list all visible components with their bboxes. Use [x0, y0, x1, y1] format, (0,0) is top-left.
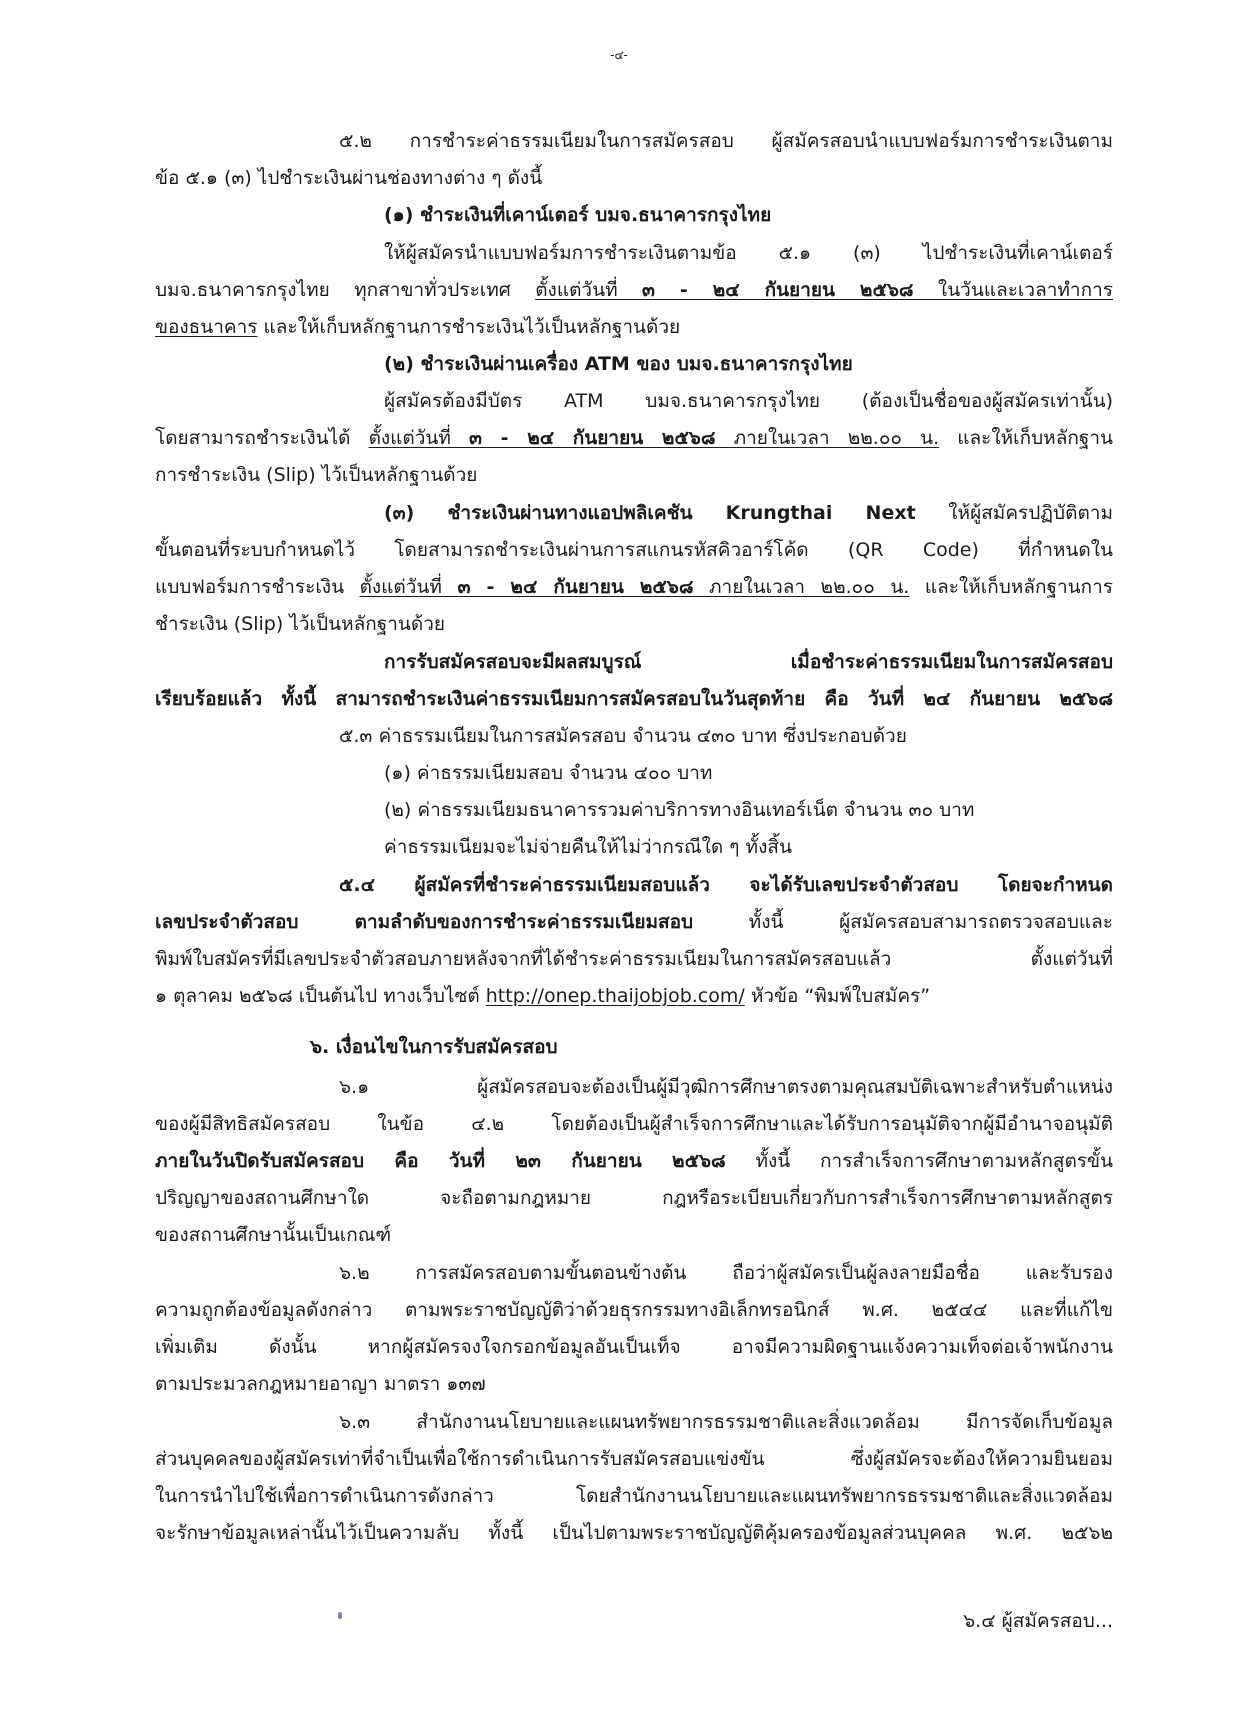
paragraph-5-2-line-1: ๕.๒ การชำระค่าธรรมเนียมในการสมัครสอบ ผู้สมัครสอบนำแบบฟอร์มการชำระเงินตาม — [339, 130, 1113, 152]
payment-option-2-line-1: ผู้สมัครต้องมีบัตร ATM บมจ.ธนาคารกรุงไทย (ต้องเป็นชื่อของผู้สมัครเท่านั้น) — [384, 390, 1113, 412]
paragraph-6-3-line-1: ๖.๓ สำนักงานนโยบายและแผนทรัพยากรธรรมชาติและสิ่งแวดล้อม มีการจัดเก็บข้อมูล — [339, 1411, 1113, 1433]
payment-option-2-line-2: โดยสามารถชำระเงินได้ ตั้งแต่วันที่ ๓ - ๒๔ กันยายน ๒๕๖๘ ภายในเวลา ๒๒.๐๐ น. และให้เก็บหลักฐาน — [155, 427, 1113, 449]
payment-option-3-line-1: (๓) ชำระเงินผ่านทางแอปพลิเคชัน Krungthai Next ให้ผู้สมัครปฏิบัติตาม — [384, 502, 1113, 524]
payment-option-3-line-2: ขั้นตอนที่ระบบกำหนดไว้ โดยสามารถชำระเงินผ่านการสแกนรหัสคิวอาร์โค้ด (QR Code) ที่กำหนดใน — [155, 539, 1113, 561]
payment-option-2-heading: (๒) ชำระเงินผ่านเครื่อง ATM ของ บมจ.ธนาคารกรุงไทย — [384, 353, 853, 375]
paragraph-6-2-line-4: ตามประมวลกฎหมายอาญา มาตรา ๑๓๗ — [155, 1373, 486, 1395]
continuation-marker: ๖.๔ ผู้สมัครสอบ... — [963, 1610, 1113, 1632]
paragraph-6-1-line-2: ของผู้มีสิทธิสมัครสอบ ในข้อ ๔.๒ โดยต้องเป็นผู้สำเร็จการศึกษาและได้รับการอนุมัติจากผู้มีอำนาจอนุมัติ — [155, 1113, 1113, 1135]
fee-non-refundable-note: ค่าธรรมเนียมจะไม่จ่ายคืนให้ไม่ว่ากรณีใด ๆ ทั้งสิ้น — [384, 836, 792, 858]
payment-option-1-line-1: ให้ผู้สมัครนำแบบฟอร์มการชำระเงินตามข้อ ๕.๑ (๓) ไปชำระเงินที่เคาน์เตอร์ — [384, 242, 1113, 264]
paragraph-5-4-line-3: พิมพ์ใบสมัครที่มีเลขประจำตัวสอบภายหลังจากที่ได้ชำระค่าธรรมเนียมในการสมัครสอบแล้ว ตั้งแต่วันที่ — [155, 948, 1113, 970]
payment-option-2-line-3: การชำระเงิน (Slip) ไว้เป็นหลักฐานด้วย — [155, 464, 478, 486]
paragraph-6-1-line-3: ภายในวันปิดรับสมัครสอบ คือ วันที่ ๒๓ กันยายน ๒๕๖๘ ทั้งนี้ การสำเร็จการศึกษาตามหลักสูตรขั้น — [155, 1150, 1113, 1172]
paragraph-6-1-line-5: ของสถานศึกษานั้นเป็นเกณฑ์ — [155, 1224, 392, 1246]
payment-option-1-line-2: บมจ.ธนาคารกรุงไทย ทุกสาขาทั่วประเทศ ตั้งแต่วันที่ ๓ - ๒๔ กันยายน ๒๕๖๘ ในวันและเวลาทำการ — [155, 279, 1113, 301]
paragraph-6-2-line-3: เพิ่มเติม ดังนั้น หากผู้สมัครจงใจกรอกข้อมูลอันเป็นเท็จ อาจมีความผิดฐานแจ้งความเท็จต่อเจ้าพนักงาน — [155, 1336, 1113, 1358]
payment-option-3-line-3: แบบฟอร์มการชำระเงิน ตั้งแต่วันที่ ๓ - ๒๔ กันยายน ๒๕๖๘ ภายในเวลา ๒๒.๐๐ น. และให้เก็บหลักฐานการ — [155, 576, 1113, 598]
paragraph-5-4-line-1: ๕.๔ ผู้สมัครที่ชำระค่าธรรมเนียมสอบแล้ว จะได้รับเลขประจำตัวสอบ โดยจะกำหนด — [339, 874, 1113, 896]
paragraph-5-4-line-4: ๑ ตุลาคม ๒๕๖๘ เป็นต้นไป ทางเว็บไซต์ http://onep.thaijobjob.com/ หัวข้อ “พิมพ์ใบสมัคร” — [155, 985, 931, 1007]
application-complete-line-2: เรียบร้อยแล้ว ทั้งนี้ สามารถชำระเงินค่าธรรมเนียมการสมัครสอบในวันสุดท้าย คือ วันที่ ๒๔ กันยายน ๒๕๖๘ — [155, 688, 1113, 710]
paragraph-6-2-line-2: ความถูกต้องข้อมูลดังกล่าว ตามพระราชบัญญัติว่าด้วยธุรกรรมทางอิเล็กทรอนิกส์ พ.ศ. ๒๕๔๔ และที่แก้ไข — [155, 1299, 1113, 1321]
paragraph-5-2-line-2: ข้อ ๕.๑ (๓) ไปชำระเงินผ่านช่องทางต่าง ๆ ดังนี้ — [155, 167, 543, 189]
paragraph-6-1-line-1: ๖.๑ ผู้สมัครสอบจะต้องเป็นผู้มีวุฒิการศึกษาตรงตามคุณสมบัติเฉพาะสำหรับตำแหน่ง — [339, 1076, 1113, 1098]
payment-option-1-line-3: ของธนาคาร และให้เก็บหลักฐานการชำระเงินไว้เป็นหลักฐานด้วย — [155, 316, 681, 338]
paragraph-5-4-line-2: เลขประจำตัวสอบ ตามลำดับของการชำระค่าธรรมเนียมสอบ ทั้งนี้ ผู้สมัครสอบสามารถตรวจสอบและ — [155, 911, 1113, 933]
paragraph-6-3-line-2: ส่วนบุคคลของผู้สมัครเท่าที่จำเป็นเพื่อใช้การดำเนินการรับสมัครสอบแข่งขัน ซึ่งผู้สมัครจะต้องให้ความยินยอม — [155, 1448, 1113, 1470]
paragraph-6-3-line-3: ในการนำไปใช้เพื่อการดำเนินการดังกล่าว โดยสำนักงานนโยบายและแผนทรัพยากรธรรมชาติและสิ่งแวดล้อม — [155, 1485, 1113, 1507]
paragraph-6-2-line-1: ๖.๒ การสมัครสอบตามขั้นตอนข้างต้น ถือว่าผู้สมัครเป็นผู้ลงลายมือชื่อ และรับรอง — [339, 1262, 1113, 1284]
website-link[interactable]: http://onep.thaijobjob.com/ — [485, 985, 745, 1007]
section-6-heading: ๖. เงื่อนไขในการรับสมัครสอบ — [310, 1036, 558, 1058]
paragraph-6-1-line-4: ปริญญาของสถานศึกษาใด จะถือตามกฎหมาย กฎหรือระเบียบเกี่ยวกับการสำเร็จการศึกษาตามหลักสูตร — [155, 1187, 1113, 1209]
fee-item-1: (๑) ค่าธรรมเนียมสอบ จำนวน ๔๐๐ บาท — [384, 762, 713, 784]
fee-total-line: ๕.๓ ค่าธรรมเนียมในการสมัครสอบ จำนวน ๔๓๐ บาท ซึ่งประกอบด้วย — [339, 725, 907, 747]
payment-option-3-line-4: ชำระเงิน (Slip) ไว้เป็นหลักฐานด้วย — [155, 613, 446, 635]
payment-option-1-heading: (๑) ชำระเงินที่เคาน์เตอร์ บมจ.ธนาคารกรุงไทย — [384, 204, 772, 226]
scan-speck — [338, 1612, 342, 1619]
fee-item-2: (๒) ค่าธรรมเนียมธนาคารรวมค่าบริการทางอินเทอร์เน็ต จำนวน ๓๐ บาท — [384, 799, 975, 821]
page-number: -๔- — [610, 48, 628, 62]
paragraph-6-3-line-4: จะรักษาข้อมูลเหล่านั้นไว้เป็นความลับ ทั้งนี้ เป็นไปตามพระราชบัญญัติคุ้มครองข้อมูลส่วนบุคคล พ.ศ. ๒๕๖๒ — [155, 1522, 1113, 1544]
application-complete-line-1: การรับสมัครสอบจะมีผลสมบูรณ์ เมื่อชำระค่าธรรมเนียมในการสมัครสอบ — [384, 651, 1113, 673]
